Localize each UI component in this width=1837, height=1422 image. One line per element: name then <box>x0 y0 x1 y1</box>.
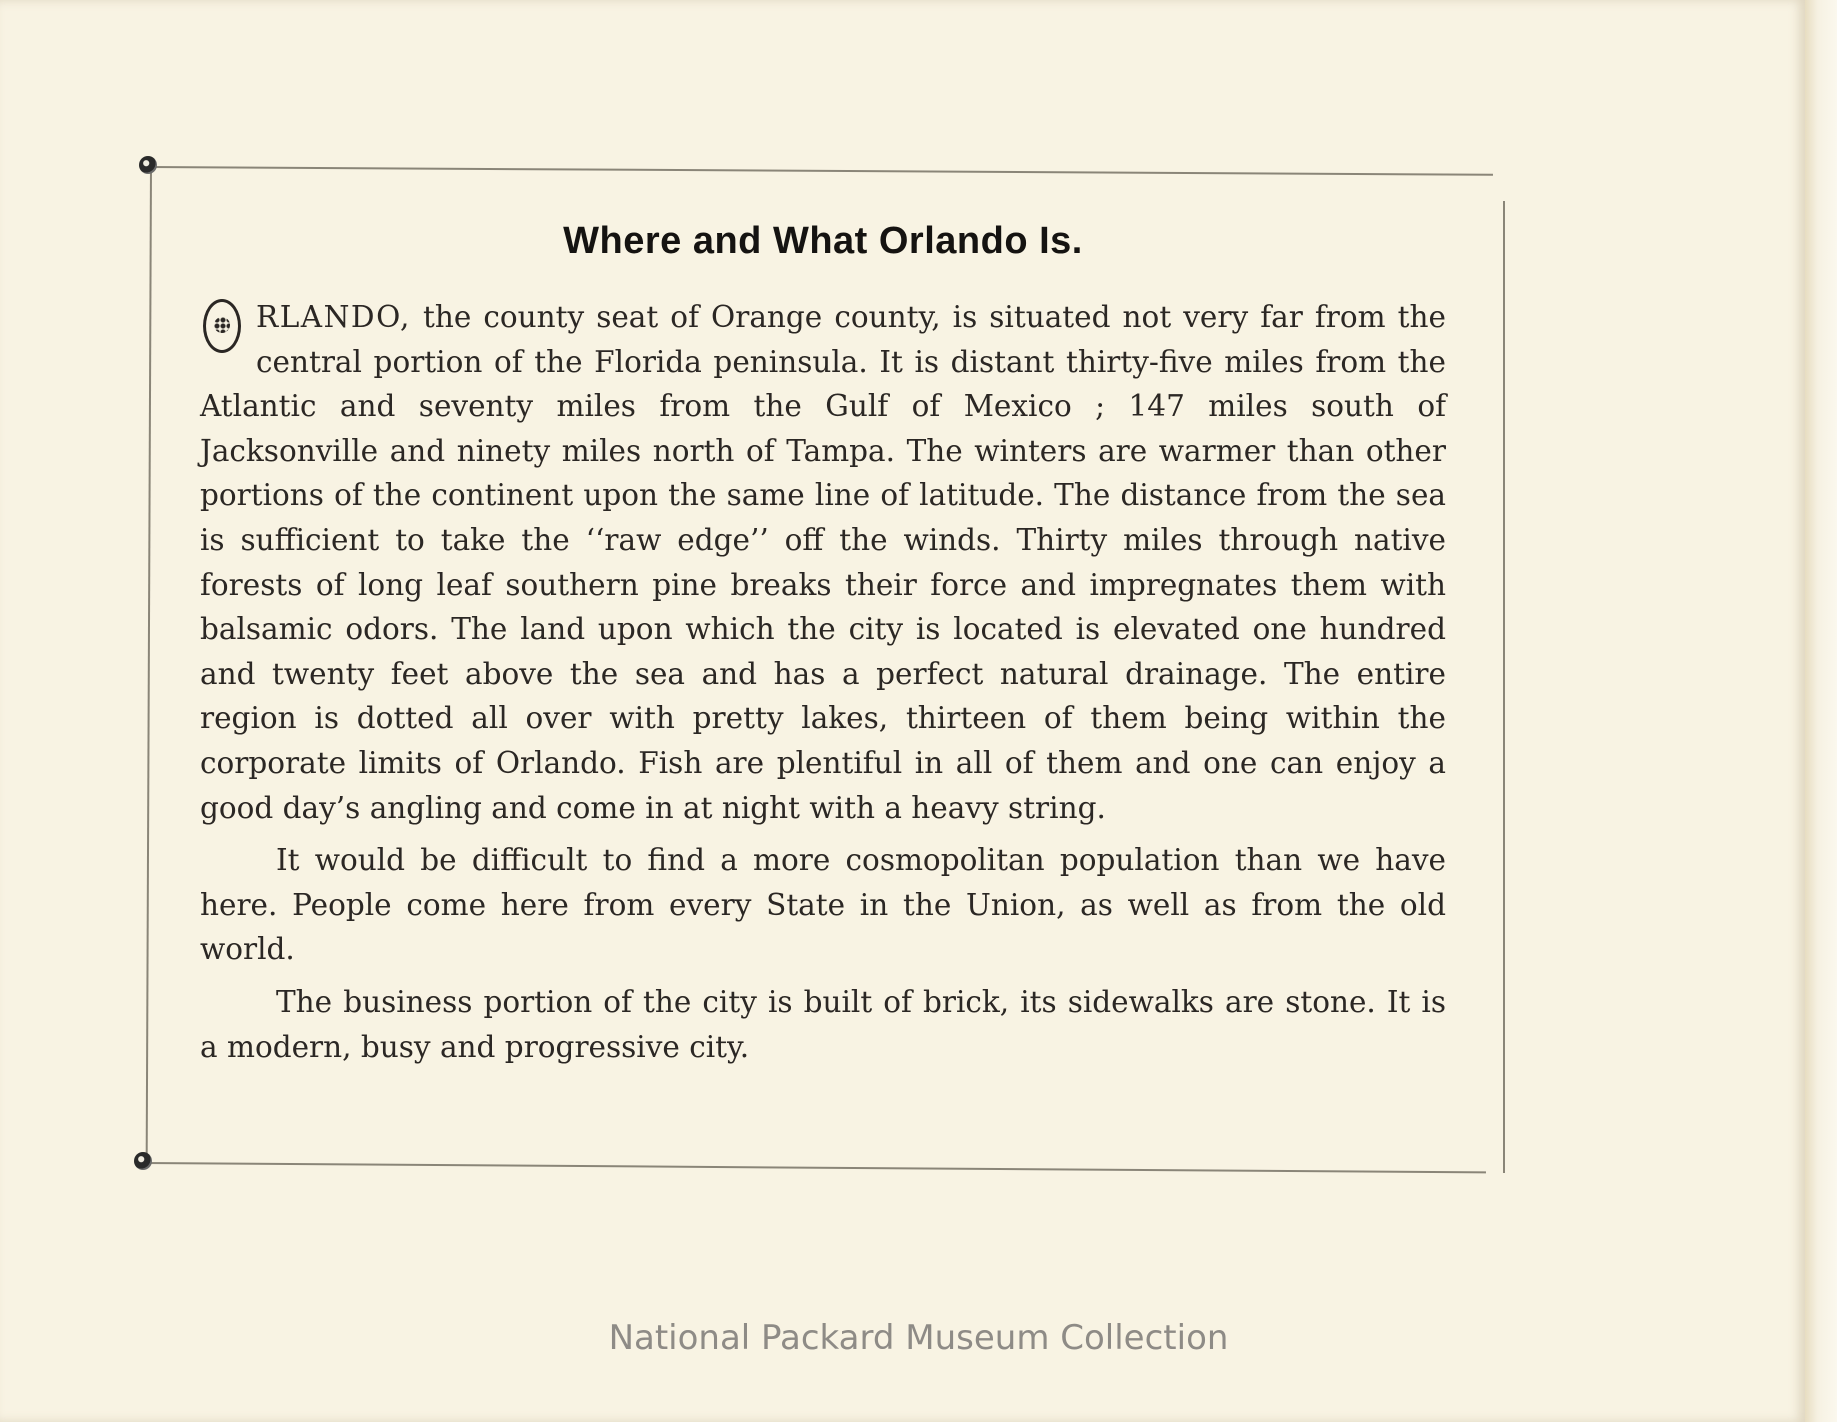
paragraph-2: It would be difficult to find a more cosmopolitan population than we have here. People come here from every State in the Union, as well as from the old world. <box>200 843 1446 967</box>
paragraph-3: The business portion of the city is built of brick, its sidewalks are stone. It is a modern, busy and progressive city. <box>200 984 1446 1064</box>
drop-cap-dots <box>214 317 230 333</box>
article <box>200 220 1446 1069</box>
watermark: National Packard Museum Collection <box>608 1318 1229 1358</box>
paragraph-1 <box>200 295 1446 830</box>
paragraph-1-text: the county seat of Orange county, is situated not very far from the central portion of the Florida peninsula. It is distant thirty-five miles from the Atlantic and seventy miles from the Gulf of Mexico ; 147 miles south of Jacksonville and ninety miles north of Tampa. The winters are warmer than other portions of the continent upon the same line of latitude. The distance from the sea is sufficient to take the ‘‘raw edge’’ off the winds. Thirty miles through native forests of long leaf southern pine breaks their force and impregnates them with balsamic odors. The land upon which the city is located is elevated one hundred and twenty feet above the sea and has a perfect natural drainage. The entire region is dotted all over with pretty lakes, thirteen of them being within the corporate limits of Orlando. Fish are plentiful in all of them and one can enjoy a good day’s angling and come in at night with a heavy string. <box>200 300 1446 825</box>
paragraph-1-lead: RLANDO, <box>256 300 411 334</box>
drop-cap-ornament-icon <box>200 299 246 359</box>
page-title: Where and What Orlando Is. <box>563 220 1083 262</box>
page-edge-shadow <box>1805 0 1837 1422</box>
corner-ornament-icon <box>134 1152 152 1170</box>
frame-right-rule <box>1503 201 1505 1173</box>
corner-ornament-icon <box>139 156 157 174</box>
frame-top-rule <box>148 166 1493 176</box>
